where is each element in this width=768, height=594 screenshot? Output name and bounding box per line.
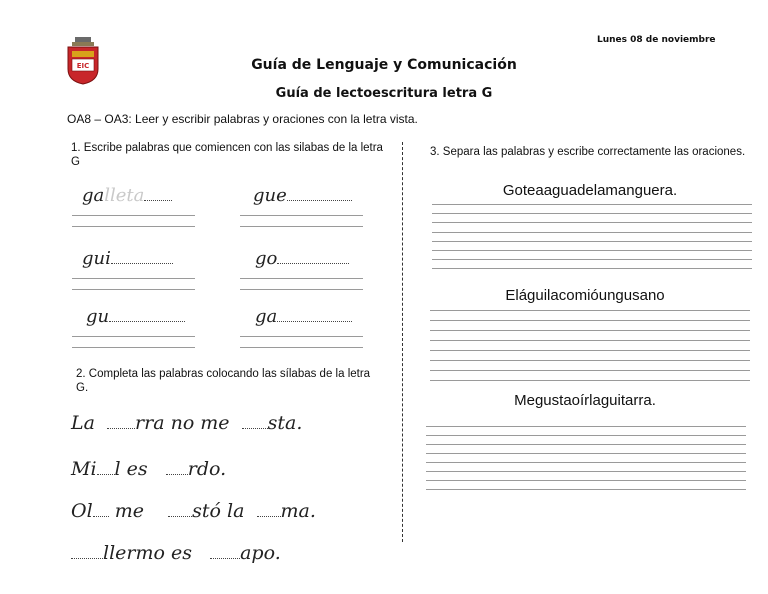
page-subtitle: Guía de lectoescritura letra G	[275, 86, 493, 101]
q1-item-1: galleta	[82, 185, 172, 206]
q2-line-4: llermo es apo.	[71, 542, 281, 564]
q2-line-3: Ol me stó la ma.	[71, 500, 316, 522]
q1-item-3: gui	[82, 248, 173, 269]
q3-sentence-2: Eláguilacomióungusano	[505, 287, 665, 304]
question-3-prompt: 3. Separa las palabras y escribe correctamente las oraciones.	[430, 146, 746, 158]
learning-objective: OA8 – OA3: Leer y escribir palabras y oraciones con la letra vista.	[67, 112, 418, 126]
column-divider	[402, 142, 403, 542]
q1-item-2: gue	[253, 185, 352, 206]
q1-item-5: gu	[86, 306, 185, 327]
question-1-prompt: 1. Escribe palabras que comiencen con las silabas de la letra G	[71, 142, 383, 168]
svg-text:EIC: EIC	[76, 62, 90, 70]
q3-sentence-3: Megustaoírlaguitarra.	[514, 392, 656, 409]
q1-item-4: go	[255, 248, 349, 269]
question-2-prompt: 2. Completa las palabras colocando las sílabas de la letra G.	[76, 368, 371, 394]
date-label: Lunes 08 de noviembre	[597, 35, 716, 45]
page-title: Guía de Lenguaje y Comunicación	[251, 57, 517, 73]
q2-line-1: La rra no me sta.	[71, 412, 303, 434]
q3-sentence-1: Goteaaguadelamanguera.	[502, 182, 678, 199]
q1-item-6: ga	[255, 306, 352, 327]
q2-line-2: Mi l es rdo.	[71, 458, 227, 480]
